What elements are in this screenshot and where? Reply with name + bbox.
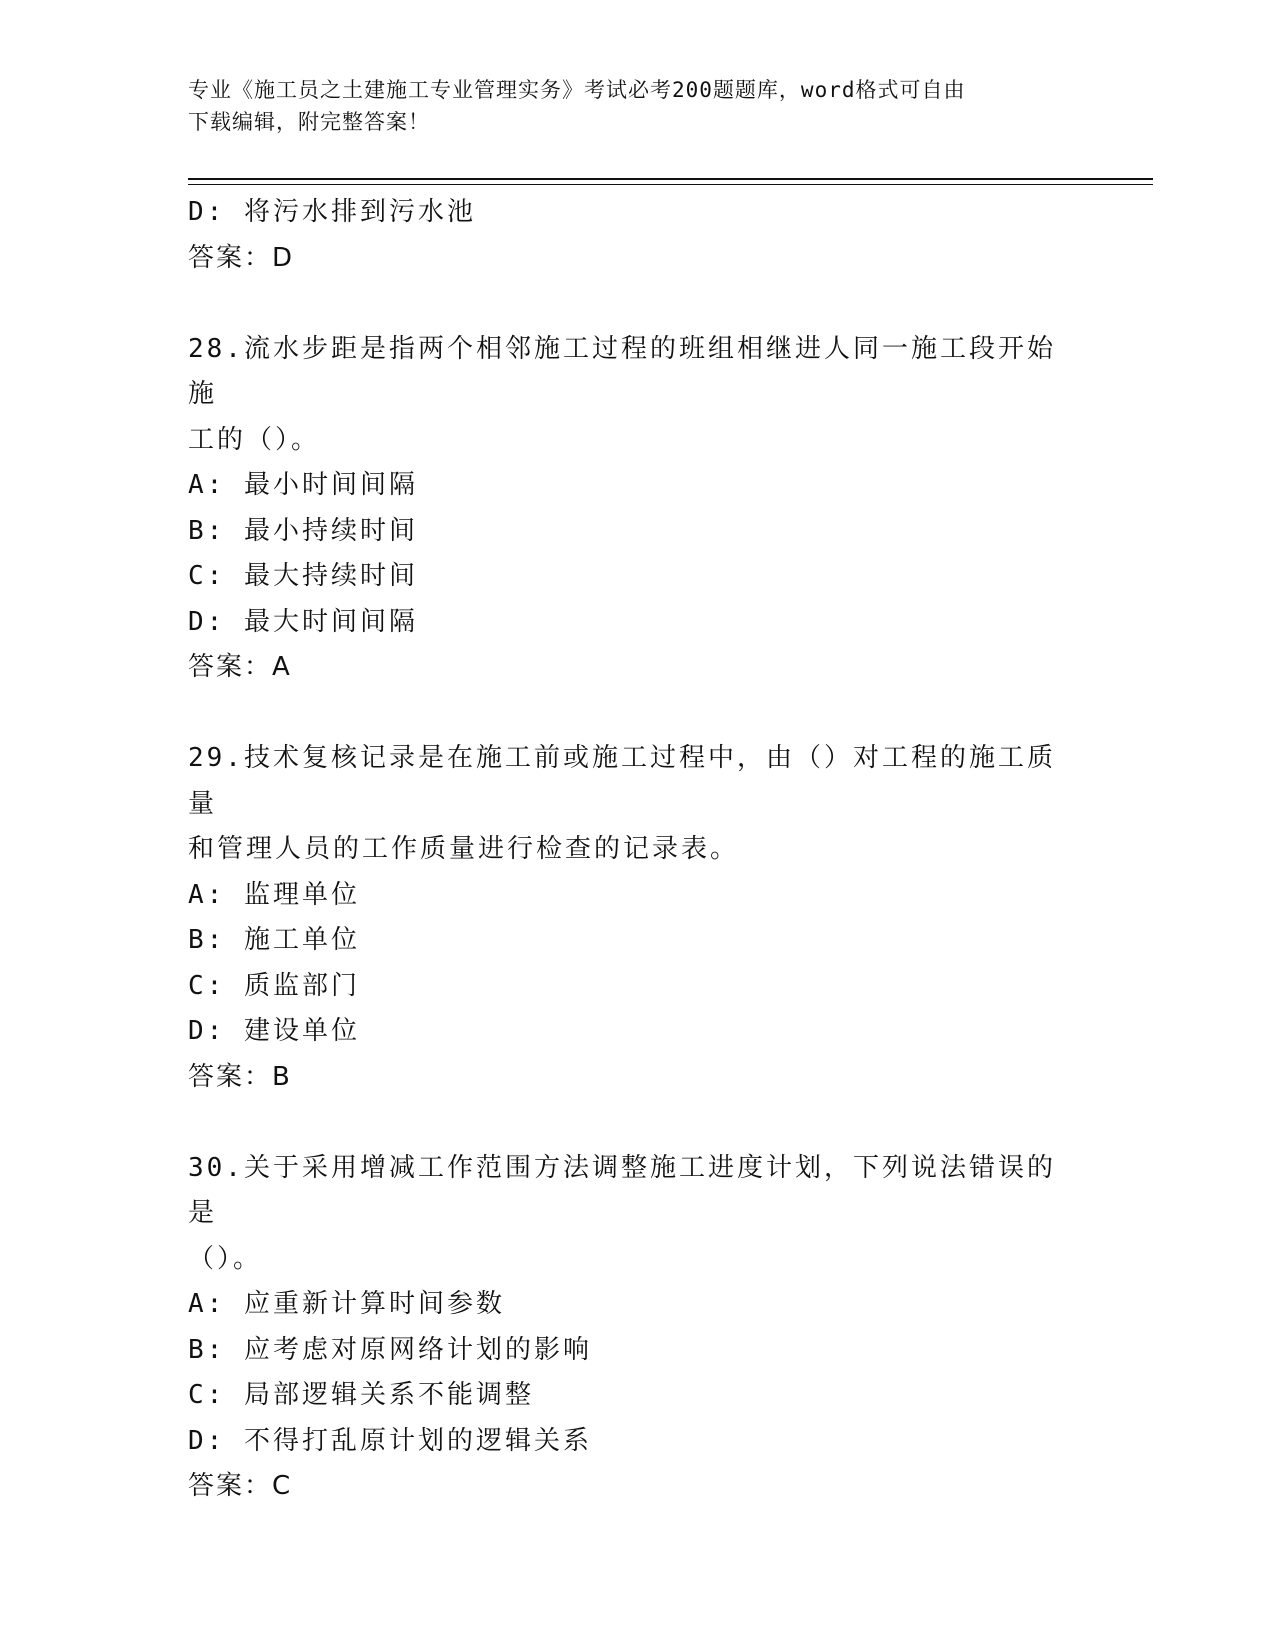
question-content [188,190,1068,1510]
previous-question-tail [188,190,1068,281]
option-b: B: 施工单位 [188,925,360,955]
question-28 [188,327,1068,691]
header-line-2: 下载编辑，附完整答案！ [188,110,430,134]
question-stem-continued: 和管理人员的工作质量进行检查的记录表。 [188,834,740,864]
spacer [188,1100,1068,1146]
header-line-1: 专业《施工员之土建施工专业管理实务》考试必考200题题库，word格式可自由 [188,78,966,102]
answer-line: 答案：B [188,1061,292,1092]
question-stem-continued: 工的（）。 [188,424,321,455]
spacer [188,281,1068,327]
question-29 [188,736,1068,1100]
option-d: D: 将污水排到污水池 [188,197,476,227]
answer-line: 答案：D [188,242,295,273]
question-stem: 28.流水步距是指两个相邻施工过程的班组相继进人同一施工段开始施 [188,333,1056,409]
option-b: B: 应考虑对原网络计划的影响 [188,1334,592,1365]
header-divider-thick [188,178,1153,180]
question-30 [188,1146,1068,1510]
option-a: A: 最小时间间隔 [188,470,418,500]
page-header [188,74,1068,138]
answer-line: 答案：C [188,1471,293,1501]
spacer [188,691,1068,737]
question-stem: 30.关于采用增减工作范围方法调整施工进度计划，下列说法错误的是 [188,1152,1056,1228]
option-b: B: 最小持续时间 [188,515,418,546]
header-divider-thin [188,184,1153,185]
option-c: C: 局部逻辑关系不能调整 [188,1380,534,1410]
option-d: D: 建设单位 [188,1016,360,1046]
option-d: D: 最大时间间隔 [188,606,418,637]
question-stem-continued: （）。 [188,1243,263,1274]
answer-line: 答案：A [188,652,292,682]
option-d: D: 不得打乱原计划的逻辑关系 [188,1425,592,1456]
option-c: C: 质监部门 [188,970,360,1001]
question-stem: 29.技术复核记录是在施工前或施工过程中，由（）对工程的施工质量 [188,743,1056,819]
option-a: A: 应重新计算时间参数 [188,1289,505,1319]
option-a: A: 监理单位 [188,879,360,910]
option-c: C: 最大持续时间 [188,561,418,591]
